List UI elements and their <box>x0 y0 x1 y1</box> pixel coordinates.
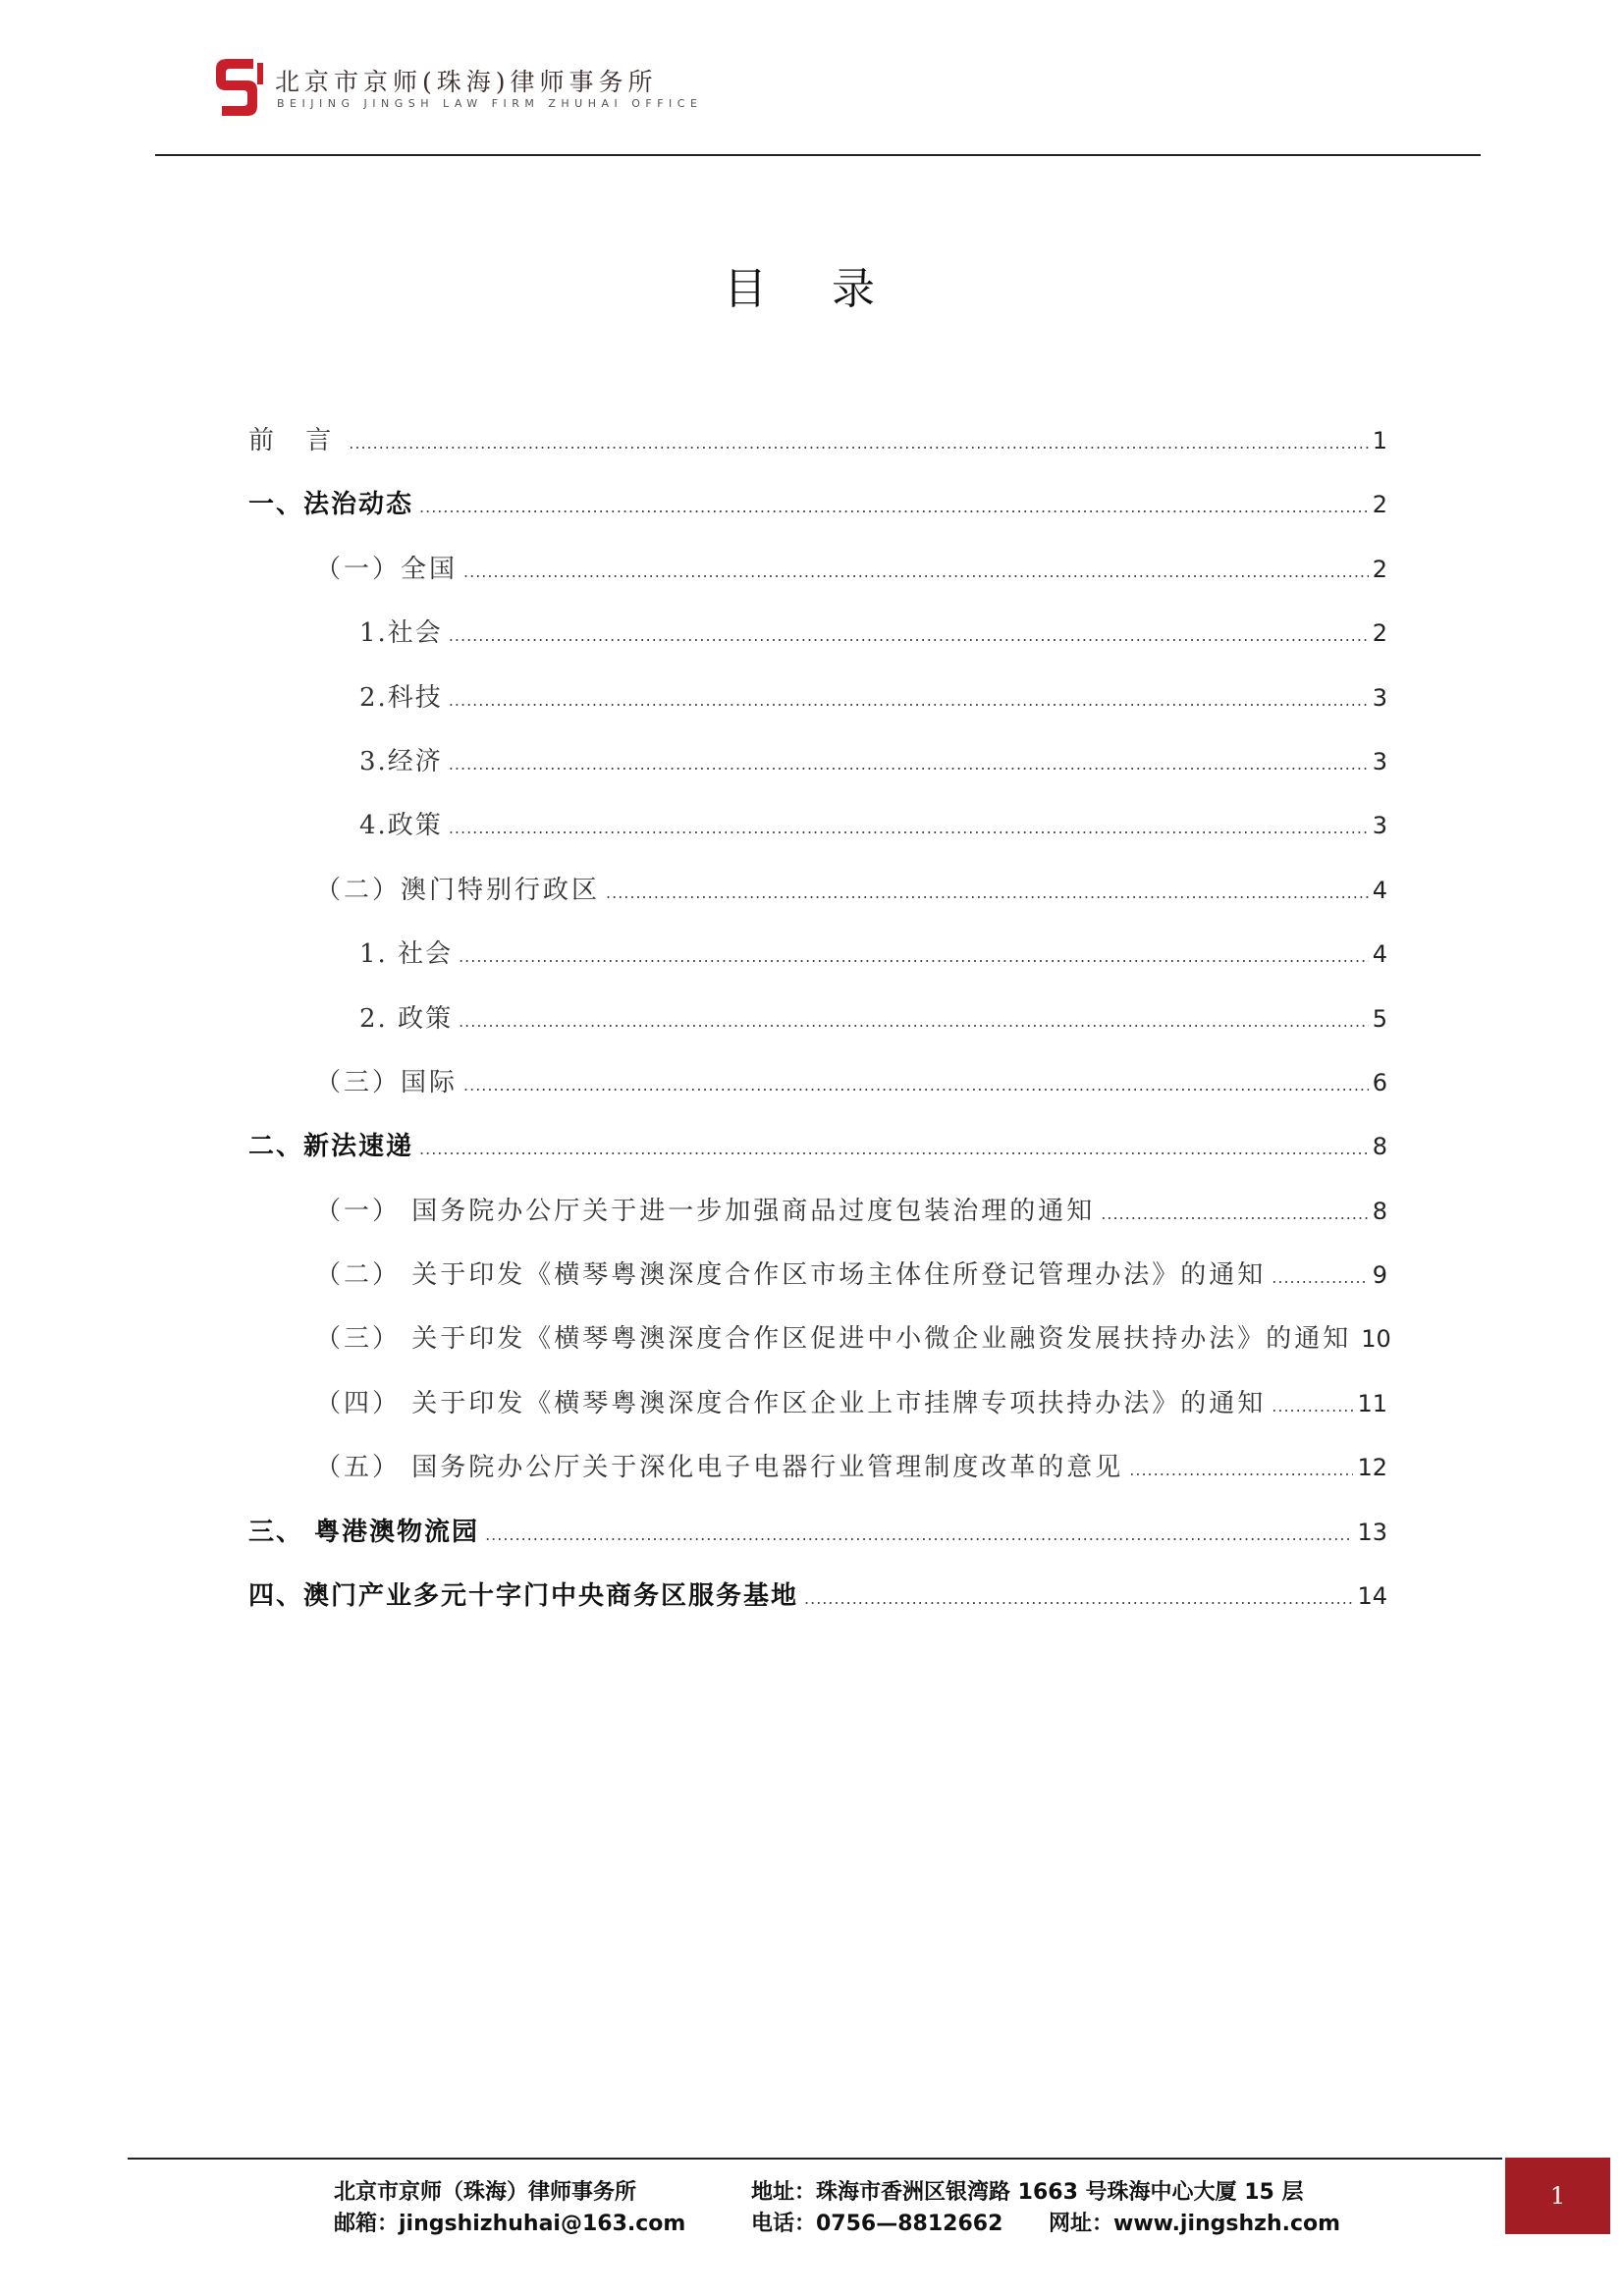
dot-leader <box>419 498 1369 516</box>
toc-entry-page: 12 <box>1357 1454 1387 1482</box>
toc-entry[interactable] <box>248 1383 1387 1447</box>
toc-entry-page: 8 <box>1372 1133 1387 1161</box>
page-number: 1 <box>1549 2182 1566 2210</box>
dot-leader <box>459 947 1369 966</box>
toc-entry-label: （二）澳门特别行政区 <box>315 875 601 905</box>
toc-entry-page: 2 <box>1372 555 1387 583</box>
dot-leader <box>1129 1461 1353 1479</box>
toc-entry[interactable] <box>248 1575 1387 1639</box>
toc-entry-page: 2 <box>1372 491 1387 519</box>
toc-entry-label: 四、澳门产业多元十字门中央商务区服务基地 <box>248 1581 799 1612</box>
toc-entry-page: 3 <box>1372 683 1387 712</box>
dot-leader <box>419 1140 1369 1158</box>
dot-leader <box>349 434 1368 453</box>
dot-leader <box>449 626 1369 645</box>
toc-entry-page: 5 <box>1372 1004 1387 1033</box>
toc-entry-label: 2.科技 <box>359 682 443 713</box>
toc-entry-label: 三、 粤港澳物流园 <box>248 1517 480 1547</box>
toc-entry-label: （一）全国 <box>315 554 459 584</box>
footer-phone: 电话：0756—8812662 <box>751 2212 1003 2236</box>
firm-name-cn: 北京市京师(珠海)律师事务所 <box>275 68 658 96</box>
toc-entry[interactable] <box>248 934 1387 997</box>
toc-entry-page: 13 <box>1357 1518 1387 1546</box>
toc-entry-label: （五） 国务院办公厅关于深化电子电器行业管理制度改革的意见 <box>315 1453 1124 1483</box>
page-number-box <box>1505 2158 1610 2234</box>
dot-leader <box>459 1012 1369 1031</box>
footer-website: 网址：www.jingshzh.com <box>1049 2212 1341 2236</box>
toc-entry-page: 3 <box>1372 812 1387 840</box>
toc-entry-page: 8 <box>1372 1197 1387 1225</box>
toc-entry-label: （四） 关于印发《横琴粤澳深度合作区企业上市挂牌专项扶持办法》的通知 <box>315 1388 1267 1418</box>
toc-entry[interactable] <box>248 484 1387 548</box>
toc-entry[interactable] <box>248 613 1387 676</box>
dot-leader <box>449 819 1369 837</box>
dot-leader <box>606 883 1369 902</box>
toc-entry[interactable] <box>248 1191 1387 1255</box>
header-divider <box>155 154 1481 156</box>
dot-leader <box>449 755 1369 774</box>
toc-entry-label: （一） 国务院办公厅关于进一步加强商品过度包装治理的通知 <box>315 1196 1096 1226</box>
toc-entry[interactable] <box>248 677 1387 741</box>
toc-entry-page: 9 <box>1372 1261 1387 1290</box>
toc-entry[interactable] <box>248 1255 1387 1318</box>
jingshi-logo-icon <box>208 55 265 120</box>
toc-entry-page: 10 <box>1361 1325 1391 1354</box>
toc-entry-page: 2 <box>1372 619 1387 648</box>
toc-entry-label: （三）国际 <box>315 1067 459 1097</box>
toc-entry[interactable] <box>248 741 1387 805</box>
toc-entry-label: 1.社会 <box>359 618 443 649</box>
toc-entry-page: 4 <box>1372 876 1387 904</box>
toc-entry-label: 前 言 <box>248 426 344 455</box>
toc-entry-page: 4 <box>1372 940 1387 969</box>
dot-leader <box>804 1589 1353 1608</box>
dot-leader <box>485 1525 1353 1544</box>
toc-entry-label: 二、新法速递 <box>248 1132 414 1162</box>
toc-entry[interactable] <box>248 1318 1391 1382</box>
toc-entry[interactable] <box>248 420 1387 484</box>
dot-leader <box>449 691 1369 710</box>
toc-entry-label: 4.政策 <box>359 811 443 841</box>
dot-leader <box>463 562 1369 581</box>
toc-entry-label: 2. 政策 <box>359 1003 454 1034</box>
toc-entry-page: 11 <box>1357 1389 1387 1417</box>
toc-entry[interactable] <box>248 870 1387 934</box>
letterhead <box>208 55 703 124</box>
footer-firm-name: 北京市京师（珠海）律师事务所 <box>334 2180 637 2205</box>
toc-entry-page: 3 <box>1372 747 1387 775</box>
toc-entry-page: 1 <box>1372 427 1387 454</box>
dot-leader <box>1101 1204 1368 1223</box>
toc-entry-page: 14 <box>1357 1582 1387 1611</box>
toc-entry[interactable] <box>248 1062 1387 1126</box>
footer-address: 地址：珠海市香洲区银湾路 1663 号珠海中心大厦 15 层 <box>751 2180 1304 2205</box>
toc-entry-label: 3.经济 <box>359 746 443 776</box>
toc-title: 目 录 <box>724 264 900 314</box>
toc-entry[interactable] <box>248 1447 1387 1511</box>
toc-entry-page: 6 <box>1372 1068 1387 1096</box>
dot-leader <box>463 1076 1369 1095</box>
footer-divider <box>128 2158 1502 2160</box>
toc-entry[interactable] <box>248 1126 1387 1190</box>
dot-leader <box>1272 1397 1353 1415</box>
toc-entry[interactable] <box>248 998 1387 1062</box>
toc-entry[interactable] <box>248 1512 1387 1575</box>
firm-name-en: BEIJING JINGSH LAW FIRM ZHUHAI OFFICE <box>277 97 703 110</box>
toc-entry-label: （三） 关于印发《横琴粤澳深度合作区促进中小微企业融资发展扶持办法》的通知 <box>315 1324 1352 1355</box>
toc-entry[interactable] <box>248 805 1387 869</box>
table-of-contents <box>248 420 1391 1639</box>
toc-entry[interactable] <box>248 549 1387 613</box>
toc-entry-label: （二） 关于印发《横琴粤澳深度合作区市场主体住所登记管理办法》的通知 <box>315 1260 1267 1291</box>
toc-entry-label: 1. 社会 <box>359 939 454 970</box>
dot-leader <box>1272 1268 1368 1287</box>
footer-email: 邮箱：jingshizhuhai@163.com <box>334 2212 686 2236</box>
toc-entry-label: 一、法治动态 <box>248 490 414 520</box>
